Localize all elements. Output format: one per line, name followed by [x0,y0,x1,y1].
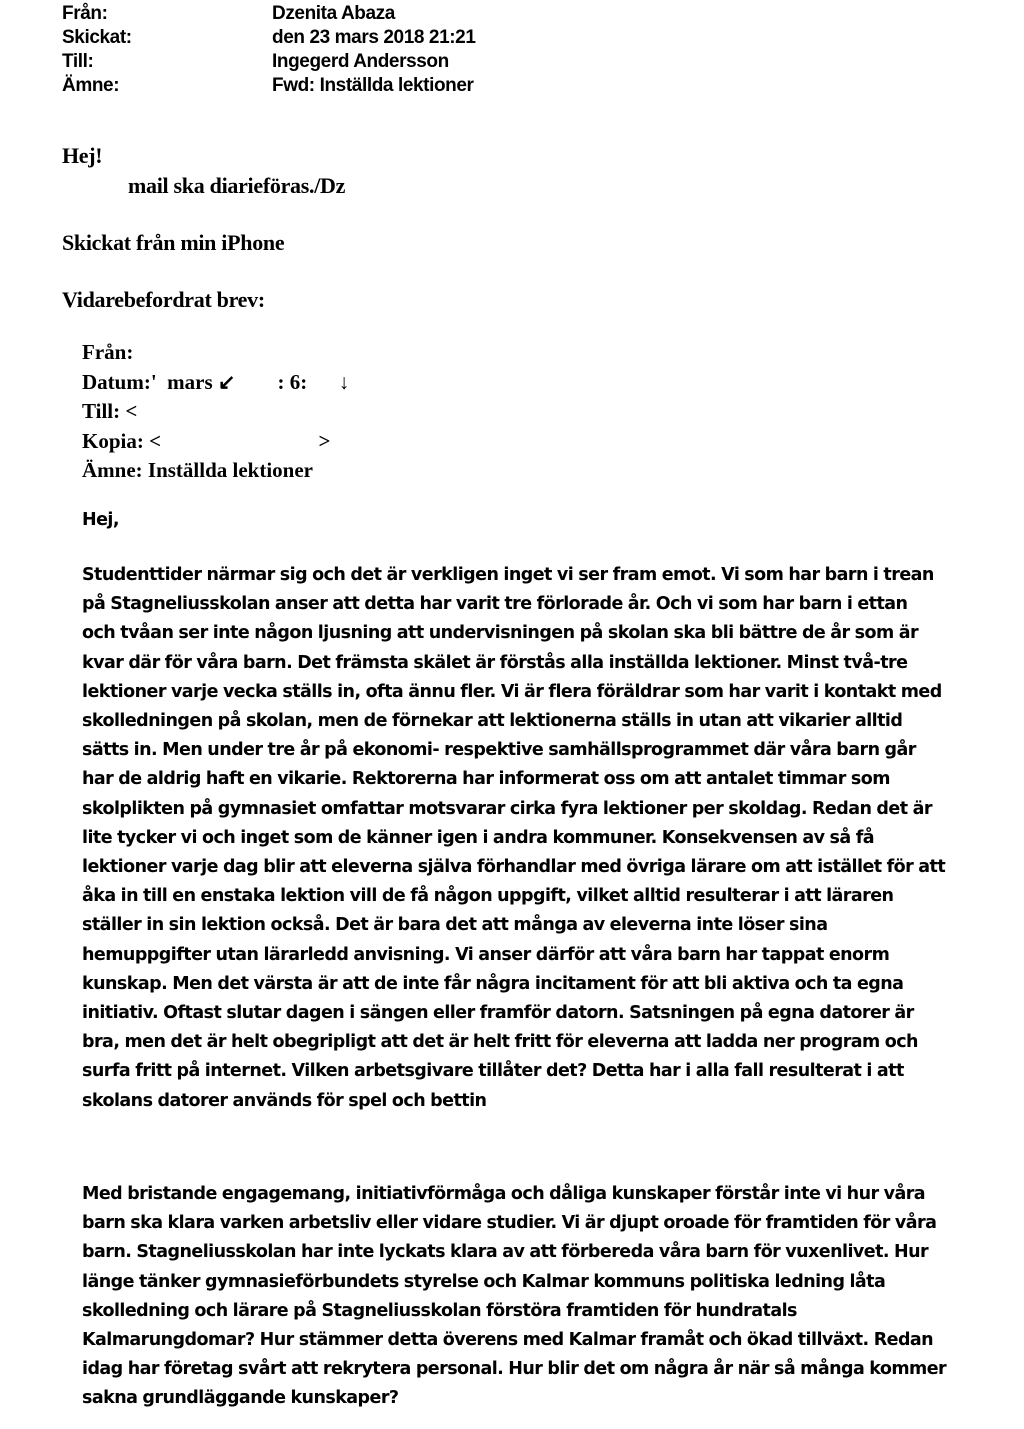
body-line: har de aldrig haft en vikarie. Rektorerna har informerat oss om att antalet timmar som [82,769,890,790]
body-line: skolplikten på gymnasiet omfattar motsvarar cirka fyra lektioner per skoldag. Redan det är [82,798,932,819]
body-line: skolans datorer används för spel och bettin [82,1090,487,1111]
from-label: Från: [62,3,108,24]
header-from-row [62,2,476,26]
greeting: Hej! [62,143,103,168]
body-paragraph-2 [82,1180,1022,1414]
body-line: på Stagneliusskolan anser att detta har varit tre förlorade år. Och vi som har barn i ettan [82,594,908,615]
body-line: skolledning och lärare på Stagneliusskolan förstöra framtiden för hundratals [82,1300,797,1321]
body-paragraph-1 [82,561,1022,1116]
forwarded-to: Till: < [82,399,138,423]
diary-note: mail ska diarieföras./Dz [128,173,346,198]
body-line: sätts in. Men under tre år på ekonomi- respektive samhällsprogrammet där våra barn går [82,740,916,761]
body-line: lektioner varje dag blir att eleverna själva förhandlar med övriga lärare om att istället för att [82,857,946,878]
to-label: Till: [62,51,94,72]
from-value: Dzenita Abaza [272,3,395,24]
body-line: idag har företag svårt att rekrytera personal. Hur blir det om några år när så många kommer [82,1359,947,1380]
body-line: kunskap. Men det värsta är att de inte får några incitament för att bli aktiva och ta egna [82,973,904,994]
body-line: länge tänker gymnasieförbundets styrelse och Kalmar kommuns politiska ledning låta [82,1271,886,1292]
body-line: och tvåan ser inte någon ljusning att undervisningen på skolan ska bli bättre de år som är [82,623,919,644]
body-line: surfa fritt på internet. Vilken arbetsgivare tillåter det? Detta har i alla fall resulterat i att [82,1061,904,1082]
forwarded-date: Datum:' mars ↙ : 6: ↓ [82,369,350,394]
body-line: Med bristande engagemang, initiativförmåga och dåliga kunskaper förstår inte vi hur våra [82,1184,926,1204]
sent-label: Skickat: [62,27,132,48]
forwarded-from: Från: [82,340,134,364]
body-line: åka in till en enstaka lektion vill de få någon uppgift, vilket alltid resulterar i att läraren [82,886,894,907]
header-subject-row [62,74,476,98]
header-sent-row [62,26,476,50]
body-line: initiativ. Oftast slutar dagen i sängen eller framför datorn. Satsningen på egna datorer är [82,1003,914,1024]
forwarded-intro: Vidarebefordrat brev: [62,287,265,312]
body-line: ställer in sin lektion också. Det är bara det att många av eleverna inte löser sina [82,915,828,936]
subject-value: Fwd: Inställda lektioner [272,75,474,96]
body-line: barn. Stagneliusskolan har inte lyckats klara av att förbereda våra barn för vuxenlivet. Hur [82,1242,929,1263]
body-line: barn ska klara varken arbetsliv eller vidare studier. Vi är djupt oroade för framtiden för våra [82,1213,937,1234]
forwarded-subject: Ämne: Inställda lektioner [82,458,313,482]
email-header [62,2,476,98]
header-to-row [62,50,476,74]
body-line: lite tycker vi och inget som de känner igen i andra kommuner. Konsekvensen av så få [82,827,875,848]
body-line: skolledningen på skolan, men de förnekar att lektionerna ställs in utan att vikarier alltid [82,711,903,732]
to-value: Ingegerd Andersson [272,51,449,72]
forwarded-header [82,338,349,486]
body-line: Studenttider närmar sig och det är verkligen inget vi ser fram emot. Vi som har barn i trean [82,565,934,585]
body-line: lektioner varje vecka ställs in, ofta ännu fler. Vi är flera föräldrar som har varit i kontakt med [82,681,942,702]
body-line: hemuppgifter utan lärarledd anvisning. Vi anser därför att våra barn har tappat enorm [82,944,890,965]
body-line: sakna grundläggande kunskaper? [82,1388,399,1409]
body-line: bra, men det är helt obegripligt att det är helt fritt för eleverna att ladda ner program och [82,1032,918,1053]
iphone-signature: Skickat från min iPhone [62,230,285,255]
body-line: Kalmarungdomar? Hur stämmer detta överens med Kalmar framåt och ökad tillväxt. Redan [82,1330,934,1351]
body-line: kvar där för våra barn. Det främsta skälet är förstås alla inställda lektioner. Minst två-tre [82,652,908,673]
sent-value: den 23 mars 2018 21:21 [272,27,476,48]
salutation: Hej, [82,510,119,530]
forwarded-cc: Kopia: < > [82,428,331,453]
subject-label: Ämne: [62,75,120,96]
